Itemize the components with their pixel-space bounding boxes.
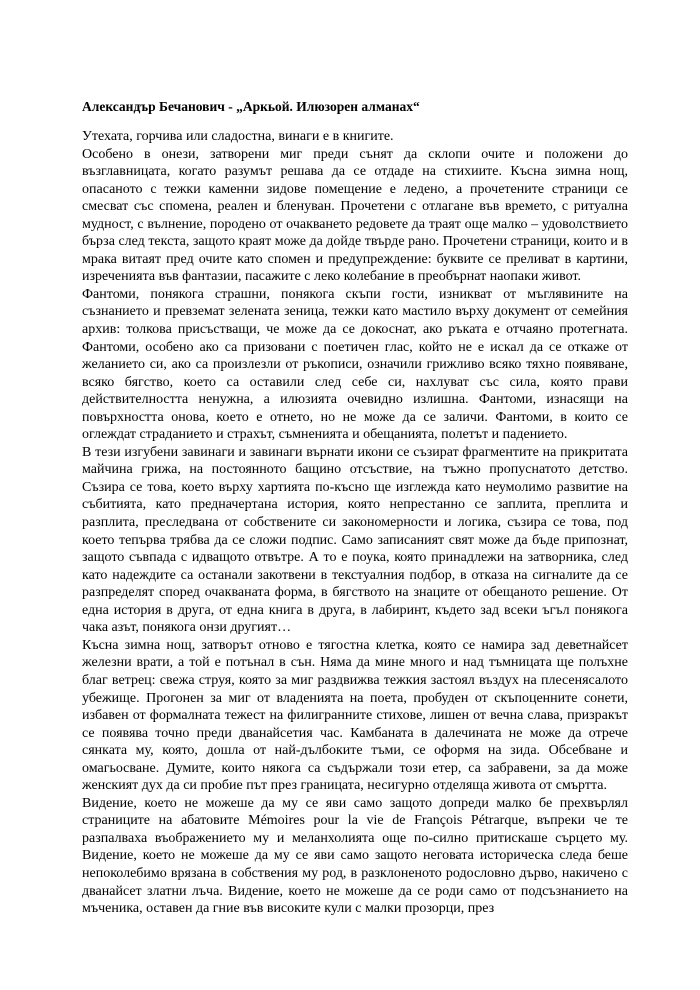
paragraph-4 — [82, 444, 628, 637]
paragraph-1 — [82, 128, 628, 146]
paragraph-text: Видение, което не можеше да му се яви само защото допреди малко бе прехвърлял страниците на абатовите Mémoires pour la vie de François Pétrarque, въпреки че те разпалваха въображението му и меланхолията още по-силно притискаше сърцето му. Видение, което не можеше да му се яви само защото неговата историческа следа беше непоколебимо врязана в собствения му род, в разклоненото родословно дърво, накичено с дванайсет златни лъча. Видение, което не можеше да се роди само от подсъзнанието на мъченика, оставен да гние във високите кули с малки прозорци, през — [82, 795, 628, 917]
paragraph-text: В тези изгубени завинаги и завинаги върнати икони се съзират фрагментите на прикритата майчина грижа, на постоянното бащино отсъствие, на тъжно пропуснатото детство. Съзира се това, което върху хартията по-късно ще изглежда като неумолимо развитие на събитията, като предначертана история, която непрестанно се заплита, преплита и разплита, преследвана от собствените си закономерности и логика, съзира се това, под което тепърва трябва да се сложи подпис. Само записаният свят може да бъде припознат, защото съвпада с идващото отвътре. А то е поука, която принадлежи на затворника, след като надеждите са останали закотвени в текстуалния подбор, в отказа на сигналите да се разпределят според очакваната форма, в бягството на знаците от обещаното решение. От една история в друга, от една книга в друга, в лабиринт, където зад всеки ъгъл понякога чака азът, понякога онзи другият… — [82, 444, 628, 636]
paragraph-5 — [82, 637, 628, 795]
paragraph-text: Късна зимна нощ, затворът отново е тягостна клетка, която се намира зад деветнайсет железни врати, а той е потънал в сън. Няма да мине много и над тъмницата ще полъхне благ ветрец: свежа струя, която за миг раздвижва тежкия застоял въздух на плесенясалото убежище. Прогонен за миг от владенията на поета, пробуден от скъпоценните сонети, избавен от формалната тежест на филигранните стихове, лишен от вечна слава, призракът се появява точно преди дванайсетия час. Камбаната в далечината не може да отрече сянката му, която, дошла от най-дълбоките тъми, се оформя на зида. Обсебване и омагьосване. Думите, които някога са съдържали този етер, са забравени, за да може женският дух да си пробие път през границата, несигурно отделяща живота от смъртта. — [82, 637, 628, 794]
paragraph-3 — [82, 286, 628, 444]
paragraph-text: Утехата, горчива или сладостна, винаги е в книгите. — [82, 129, 394, 144]
document-page — [82, 98, 628, 918]
document-heading: Александър Бечанович - „Аркьой. Илюзорен алманах“ — [82, 99, 420, 114]
paragraph-text: Фантоми, понякога страшни, понякога скъпи гости, изникват от мъглявините на съзнанието и превземат зелената зеница, тежки като мастило върху документ от семейния архив: толкова присъстващи, че може да се докоснат, ако ръката е отчаяно протегната. Фантоми, особено ако са призовани с поетичен глас, който не е искал да се откаже от желанието си, ако са произлезли от ръкописи, означили грижливо всяко тяхно появяване, всяко бягство, което са оставили след себе си, нахлуват със сила, която прави действителността ненужна, а илюзията очевидно излишна. Фантоми, изнасящи на повърхността онова, което е отнето, но не може да се заличи. Фантоми, в които се оглеждат страданието и страхът, съмненията и обещанията, полетът и падението. — [82, 286, 628, 443]
paragraph-text: Особено в онези, затворени миг преди сънят да склопи очите и положени до възглавницата, когато разумът решава да се отдаде на стихиите. Късна зимна нощ, опасаното с тежки каменни зидове помещение е ледено, а прочетените страници се смесват със спомена, реален и бленуван. Прочетени с отлагане във времето, с ритуална мудност, с вълнение, породено от очакването редовете да траят още малко – удоволствието бърза след текста, защото краят може да дойде твърде рано. Прочетени страници, които и в мрака витаят пред очите като спомен и предупреждение: буквите се преливат в картини, изреченията във фантазии, пасажите с леко колебание в преобърнат наопаки живот. — [82, 146, 628, 285]
paragraph-6 — [82, 795, 628, 918]
paragraph-2 — [82, 146, 628, 286]
